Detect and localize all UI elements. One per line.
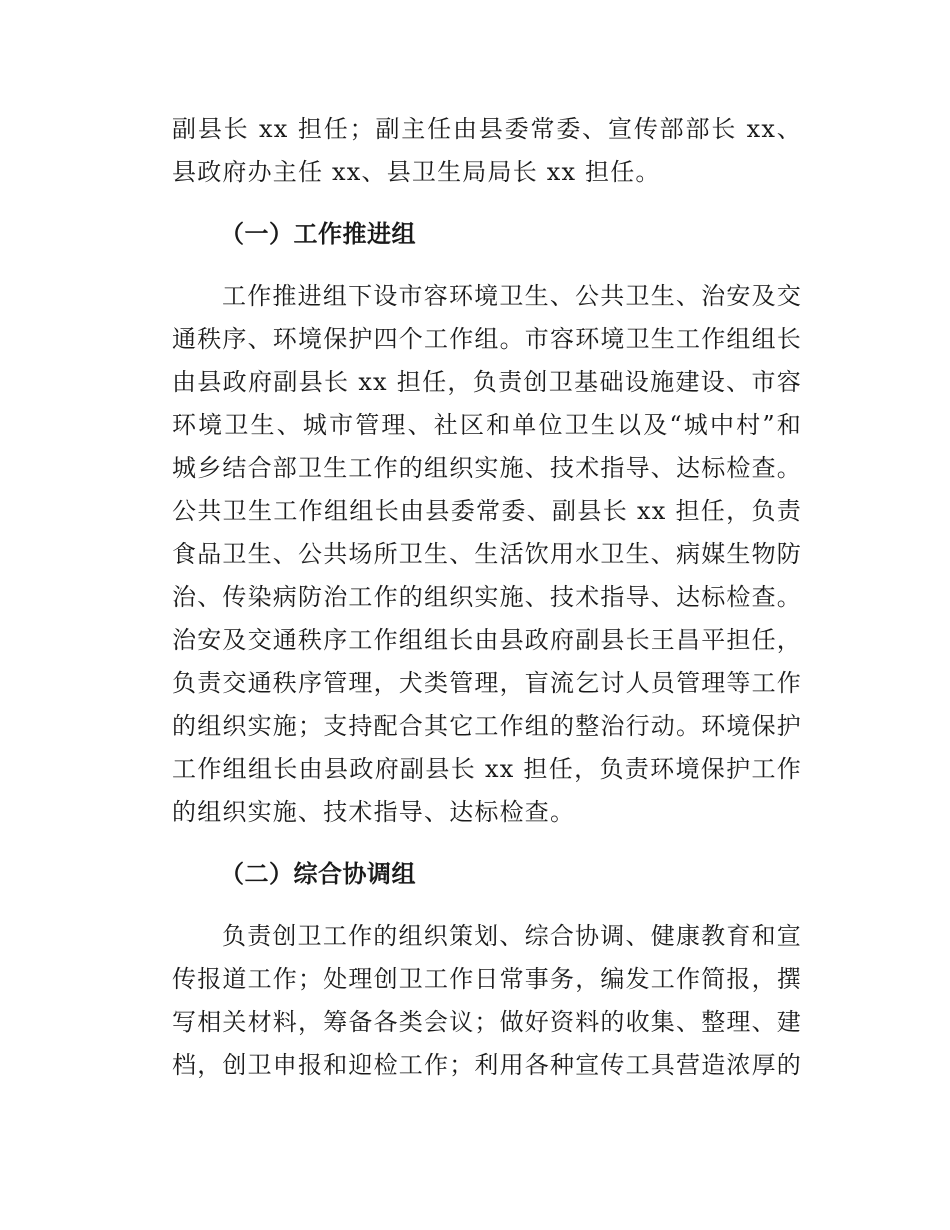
heading-work-promotion-group: （一）工作推进组 xyxy=(220,220,416,248)
paragraph-committee-members: 副县长 xx 担任；副主任由县委常委、宣传部部长 xx、县政府办主任 xx、县卫生局局长 xx 担任。 xyxy=(172,115,802,186)
paragraph-coordination-group: 负责创卫工作的组织策划、综合协调、健康教育和宣传报道工作；处理创卫工作日常事务，编发工作简报，撰写相关材料，筹备各类会议；做好资料的收集、整理、建档，创卫申报和迎检工作；利用各种宣传工具营造浓厚的 xyxy=(172,922,802,1079)
document-page xyxy=(172,108,802,1087)
paragraph-work-promotion-group: 工作推进组下设市容环境卫生、公共卫生、治安及交通秩序、环境保护四个工作组。市容环境卫生工作组组长由县政府副县长 xx 担任，负责创卫基础设施建设、市容环境卫生、城市管理、社区和单位卫生以及“城中村”和城乡结合部卫生工作的组织实施、技术指导、达标检查。公共卫生工作组组长由县委常委、副县长 xx 担任，负责食品卫生、公共场所卫生、生活饮用水卫生、病媒生物防治、传染病防治工作的组织实施、技术指导、达标检查。治安及交通秩序工作组组长由县政府副县长王昌平担任，负责交通秩序管理，犬类管理，盲流乞讨人员管理等工作的组织实施；支持配合其它工作组的整治行动。环境保护工作组组长由县政府副县长 xx 担任，负责环境保护工作的组织实施、技术指导、达标检查。 xyxy=(172,282,802,826)
heading-coordination-group: （二）综合协调组 xyxy=(220,860,416,888)
